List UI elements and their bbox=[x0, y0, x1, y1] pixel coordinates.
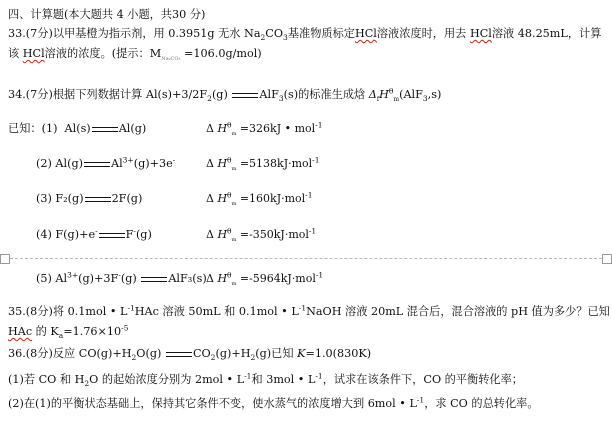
q36-line3-b: ，求 CO 的总转化率。 bbox=[424, 397, 539, 410]
q36-line2-d: ，试求在该条件下，CO 的平衡转化率； bbox=[322, 373, 523, 386]
q33-hcl-1: HCl bbox=[354, 27, 377, 40]
q35-text-c: NaOH 溶液 20mL 混合后，混合溶液的 pH 值为多少？已知 bbox=[306, 305, 610, 318]
q34-header-e: (AlF bbox=[399, 88, 423, 101]
reaction-5-left2: (g)+3F bbox=[78, 272, 119, 285]
reaction-5-dh: Δ $H^\theta_m =-5964kJ\cdot mol^{-1}$ bbox=[206, 270, 324, 288]
equals-arrow-icon bbox=[166, 352, 192, 357]
q33-hcl-3: HCl bbox=[22, 47, 45, 60]
q34-header-f: ,s) bbox=[427, 88, 442, 101]
reaction-4-dh-value: =-350kJ·mol bbox=[239, 228, 309, 241]
reaction-5-left: Al bbox=[55, 272, 68, 285]
q36-line2-c: 和 3mol • L bbox=[251, 373, 316, 386]
reaction-5-right: AlF₃(s) bbox=[168, 272, 207, 285]
equals-arrow-icon bbox=[99, 233, 125, 238]
reaction-4-label: (4) F(g)+e- F-(g) bbox=[36, 226, 152, 241]
q33-line2-c: =106.0g/mol) bbox=[180, 47, 262, 60]
reaction-4-right: F bbox=[125, 228, 134, 241]
reaction-5-label: (5) $Al^{3+}(g)+3F^-(g)$ AlF₃(s) bbox=[36, 270, 207, 285]
q36-line2: (1)若 CO 和 $H_2O$ 的起始浓度分别为 2mol • $L^{-1}$和 3mol • $L^{-1}$，试求在该条件下，CO 的平衡转化率； bbox=[8, 371, 523, 389]
delta-h-symbol: $\Delta_fH^\theta_m$ bbox=[368, 86, 400, 104]
reaction-3-dh: Δ $H^\theta_m =160kJ\cdot mol^{-1}$ bbox=[206, 190, 313, 208]
reaction-5-left3: (g) bbox=[120, 272, 137, 285]
q35-ka-value: =1.76×10 bbox=[63, 325, 122, 338]
reaction-1-dh-value: =326kJ • mol bbox=[239, 122, 316, 135]
q34-header-a: 34.(7分)根据下列数据计算 Al(s)+3/2F bbox=[8, 88, 208, 101]
q36-line3: (2)在(1)的平衡状态基础上，保持其它条件不变，使水蒸气的浓度增大到 6mol • $L^{-1}$，求 CO 的总转化率。 bbox=[8, 395, 539, 410]
reaction-1-dh: Δ $H^\theta_m =326kJ$ • mol$^{-1}$ bbox=[206, 120, 323, 138]
q36-k-symbol: K bbox=[297, 347, 306, 360]
q34-header-c: AlF bbox=[259, 88, 279, 101]
section-title: 四、计算题(本大题共 4 小题，共30 分) bbox=[8, 8, 206, 21]
q35-text-b: HAc 溶液 50mL 和 0.1mol • L bbox=[134, 305, 299, 318]
q33-line2 bbox=[8, 47, 606, 61]
q34-header: 34.(7分)根据下列数据计算 $Al(s)+3/2F_2(g)$ AlF$_3$(s)的标准生成焓 $\Delta_fH^\theta_m(AlF_3,s)$ bbox=[8, 86, 442, 104]
q36-line3-a: (2)在(1)的平衡状态基础上，保持其它条件不变，使水蒸气的浓度增大到 6mol • L bbox=[8, 397, 417, 410]
q33-text-c: 基准物质标定 bbox=[287, 27, 355, 40]
reaction-4-dh: Δ $H^\theta_m =-350kJ\cdot mol^{-1}$ bbox=[206, 226, 317, 244]
q36-text-f: =1.0(830K) bbox=[305, 347, 372, 360]
reaction-2-dh-value: =5138kJ·mol bbox=[239, 157, 313, 170]
reaction-2-label: (2) Al(g) $Al^{3+}(g)+3e^-$ bbox=[36, 155, 176, 170]
q35-ka-label: 的 K bbox=[32, 325, 59, 338]
reaction-1-label: 已知：(1) Al(s) Al(g) bbox=[8, 122, 147, 135]
q35-ka-sub: a bbox=[58, 331, 64, 341]
given-label: 已知：( bbox=[8, 122, 46, 135]
equals-arrow-icon bbox=[141, 277, 167, 282]
q35-hac: HAc bbox=[8, 325, 33, 338]
equals-arrow-icon bbox=[232, 93, 258, 98]
separator-left-marker bbox=[0, 254, 10, 264]
reaction-1-right: Al(g) bbox=[118, 122, 147, 135]
equals-arrow-icon bbox=[84, 162, 110, 167]
reaction-1-num: 1 bbox=[45, 122, 54, 135]
reaction-5-dh-value: =-5964kJ·mol bbox=[239, 272, 316, 285]
reaction-3-left: F₂(g) bbox=[55, 192, 84, 205]
q33-line2-b: 溶液的浓度。(提示：M bbox=[44, 47, 162, 60]
reaction-3-dh-value: =160kJ·mol bbox=[239, 192, 306, 205]
q35-text-a: 35.(8分)将 0.1mol • L bbox=[8, 305, 128, 318]
q33-text-b: CO bbox=[265, 27, 284, 40]
equals-arrow-icon bbox=[85, 197, 111, 202]
reaction-5-num: 5 bbox=[40, 272, 48, 285]
q33-text-d: 溶液浓度时，用去 bbox=[376, 27, 467, 40]
q36-text-b: O(g) bbox=[136, 347, 162, 360]
q33-line2-a: 该 bbox=[8, 47, 20, 60]
q34-header-d: (s)的标准生成焓 bbox=[283, 88, 366, 101]
q36-line1: 36.(8分)反应 $CO(g)+H_2O(g)$ $CO_2(g)+H_2(g)$已知 K=1.0(830K) bbox=[8, 347, 372, 363]
reaction-4-extra: (g) bbox=[135, 228, 152, 241]
reaction-2-left: Al(g) bbox=[55, 157, 83, 170]
reaction-2-extra: (g)+3e bbox=[133, 157, 173, 170]
q36-text-e: (g)已知 bbox=[255, 347, 298, 360]
reaction-3-label: (3) F₂(g) 2F(g) bbox=[36, 192, 143, 205]
q35-line2: HAc 的 $K_a=1.76\times 10^{-5}$ bbox=[8, 323, 129, 341]
q36-text-a: 36.(8分)反应 CO(g)+H bbox=[8, 347, 132, 360]
separator-right-marker bbox=[602, 254, 612, 264]
q33-text-e: 溶液 48.25mL，计算 bbox=[491, 27, 602, 40]
reaction-2-num: 2 bbox=[40, 157, 48, 170]
reaction-3-right: 2F(g) bbox=[111, 192, 143, 205]
q33-molar-sub: Na₂CO₃ bbox=[161, 56, 181, 63]
q36-line2-b: O 的起始浓度分别为 2mol • L bbox=[89, 373, 245, 386]
q36-line2-a: (1)若 CO 和 H bbox=[8, 373, 85, 386]
page-separator bbox=[0, 258, 612, 259]
reaction-2-dh: Δ $H^\theta_m =5138kJ\cdot mol^{-1}$ bbox=[206, 155, 320, 173]
q33-hcl-2: HCl bbox=[469, 27, 492, 40]
reaction-4-num: 4 bbox=[40, 228, 48, 241]
reaction-1-left: Al(s) bbox=[64, 122, 91, 135]
q33-line1: 33.(7分)以甲基橙为指示剂，用 0.3951g 无水 $Na_2CO_3$基准物质标定HCl溶液浓度时，用去 HCl溶液 48.25mL，计算 bbox=[8, 27, 602, 43]
reaction-4-left: F(g)+e bbox=[55, 228, 96, 241]
q33-text-a: 33.(7分)以甲基橙为指示剂，用 0.3951g 无水 Na bbox=[8, 27, 261, 40]
q36-text-d: (g)+H bbox=[215, 347, 251, 360]
equals-arrow-icon bbox=[92, 127, 118, 132]
q36-text-c: CO bbox=[192, 347, 211, 360]
reaction-3-num: 3 bbox=[40, 192, 48, 205]
reaction-2-right: Al bbox=[110, 157, 123, 170]
q34-header-b: (g) bbox=[211, 88, 228, 101]
q35-line1: 35.(8分)将 0.1mol • $L^{-1}HAc$ 溶液 50mL 和 0.1mol • $L^{-1}NaOH$ 溶液 20mL 混合后，混合溶液的 pH 值为多少？已知 bbox=[8, 303, 610, 318]
